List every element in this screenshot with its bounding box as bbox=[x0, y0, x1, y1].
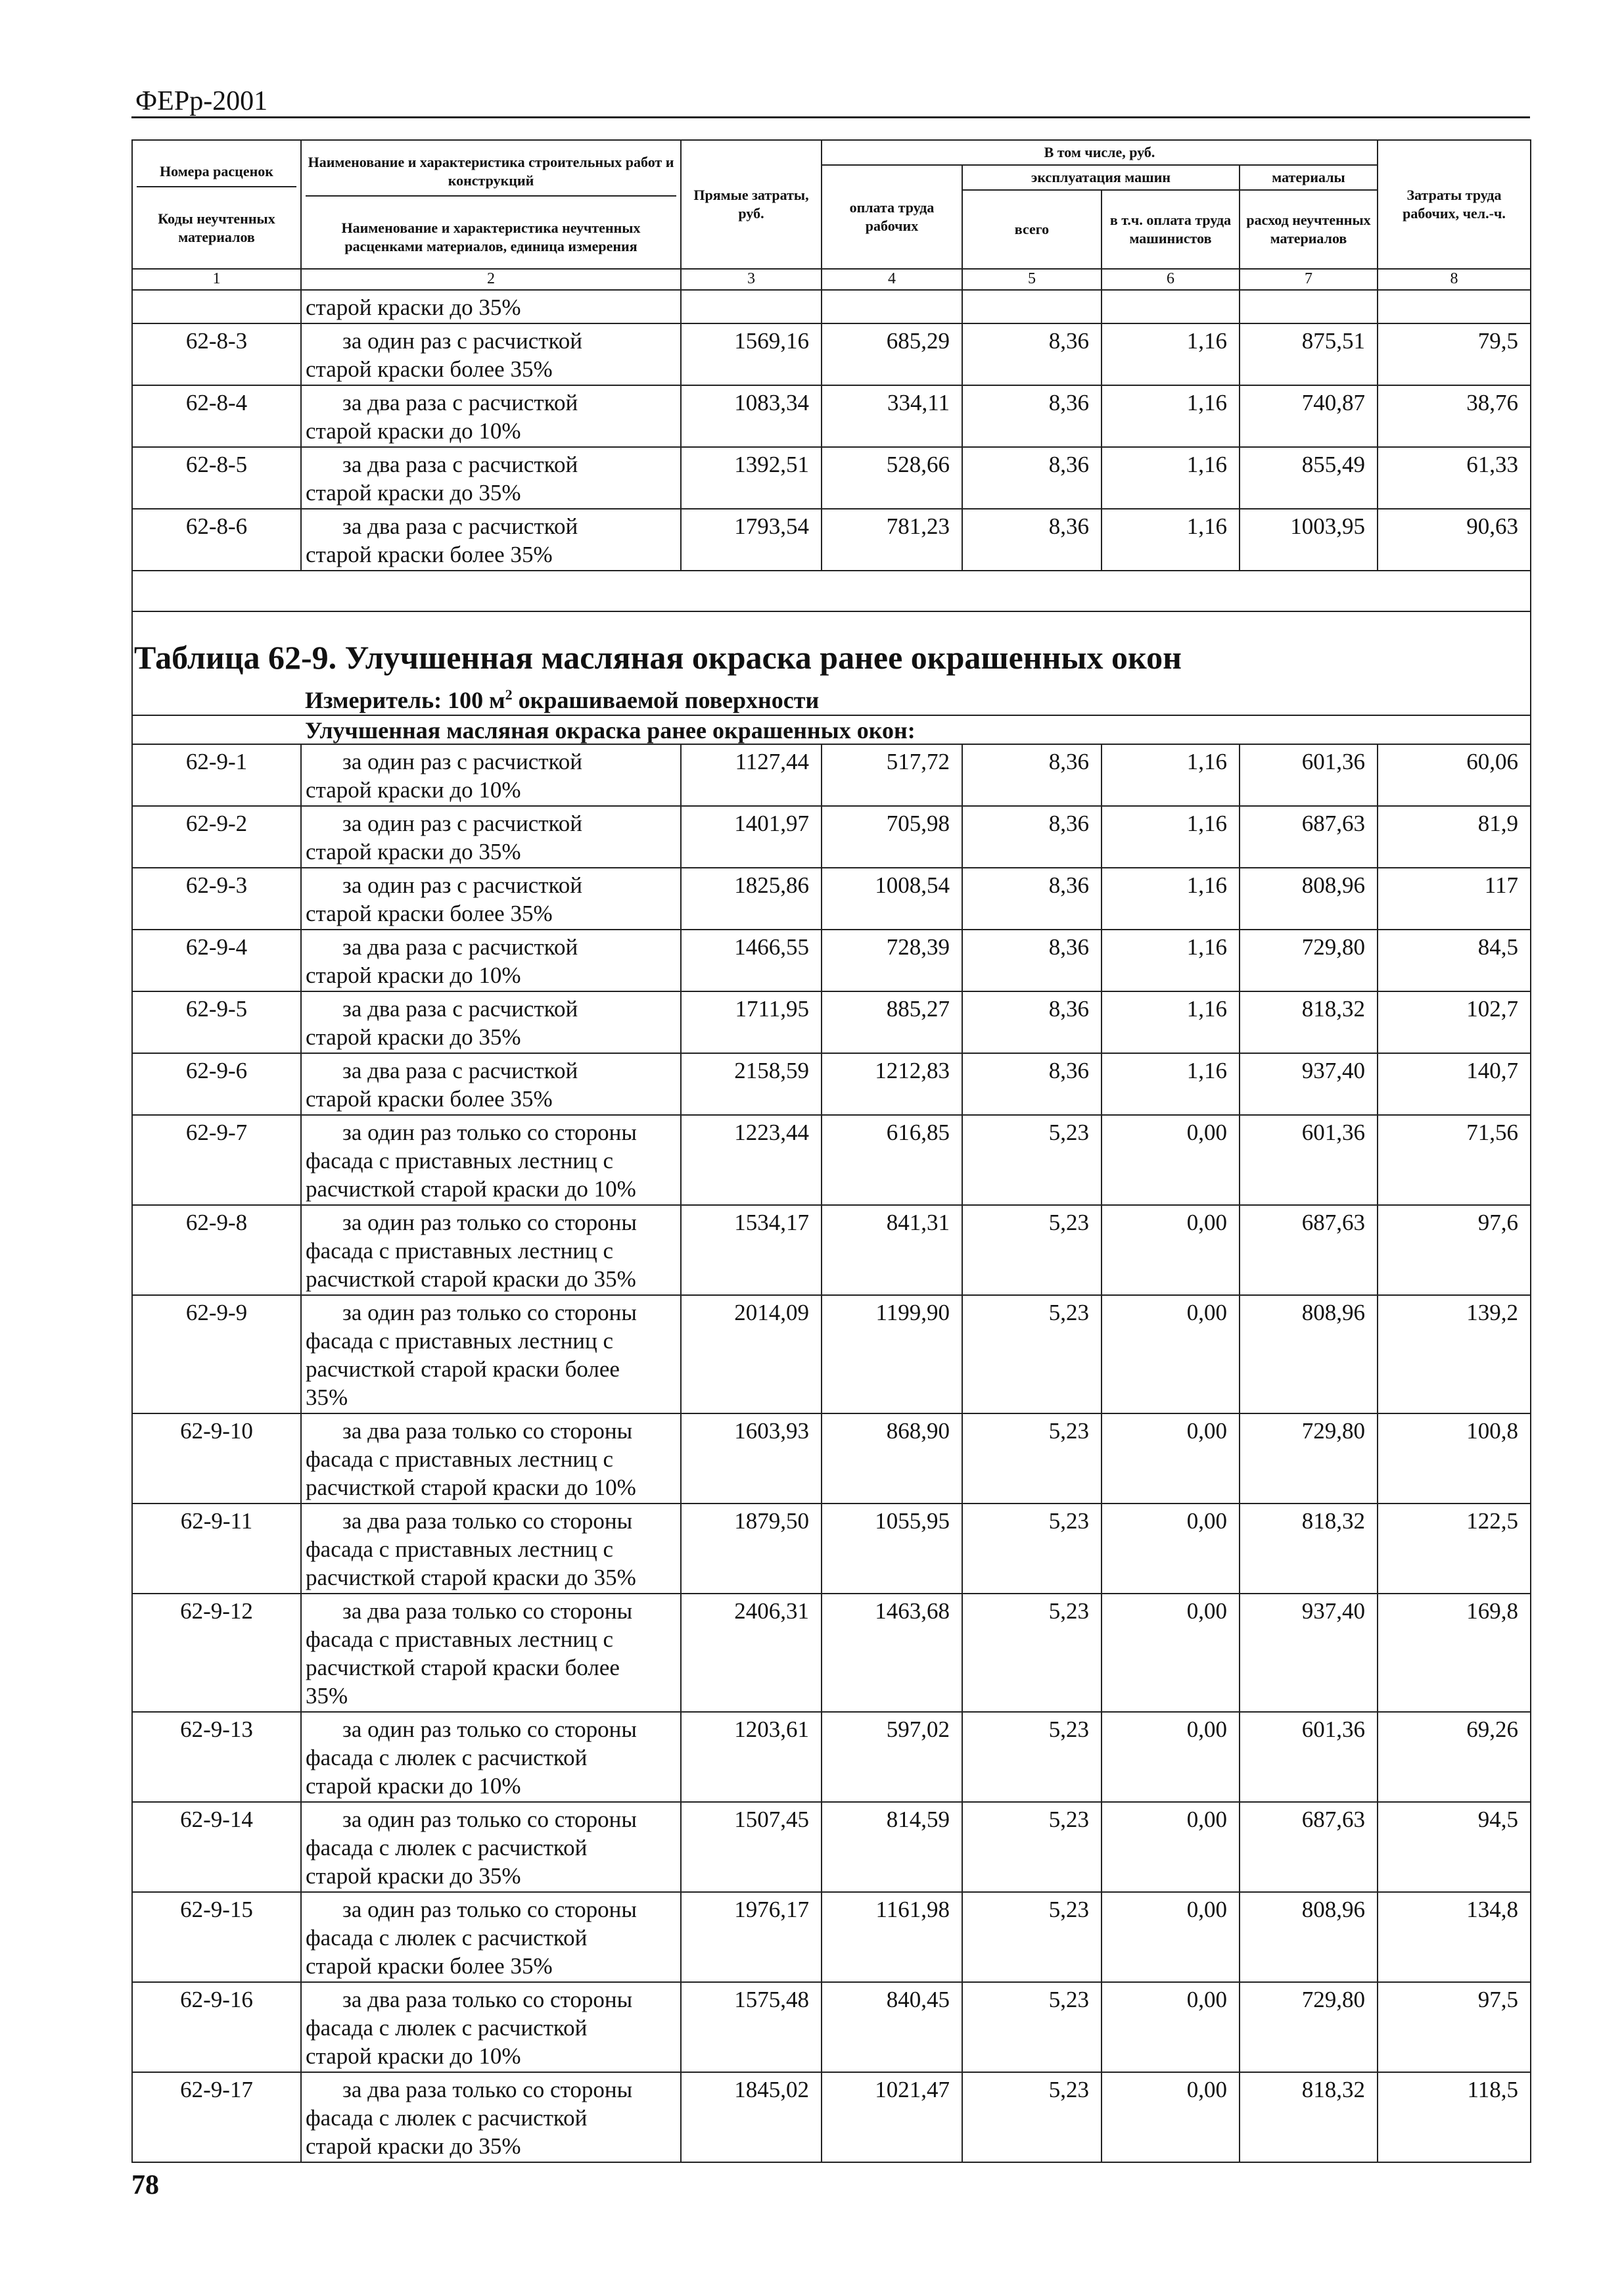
direct-cost: 1879,50 bbox=[681, 1504, 822, 1594]
materials-cost: 687,63 bbox=[1240, 1205, 1378, 1295]
labor-cost: 1161,98 bbox=[822, 1892, 962, 1982]
machine-labor-cost: 0,00 bbox=[1102, 1892, 1240, 1982]
table-row bbox=[132, 1982, 1531, 2072]
rate-code: 62-9-2 bbox=[132, 806, 301, 868]
labor-cost: 1055,95 bbox=[822, 1504, 962, 1594]
measure-row bbox=[132, 678, 1531, 715]
table-row bbox=[132, 447, 1531, 509]
work-description-line: старой краски более 35% bbox=[306, 1086, 553, 1112]
work-description-line: расчисткой старой краски до 10% bbox=[306, 1176, 636, 1202]
work-description-line: за два раза только со стороны bbox=[342, 2077, 633, 2102]
column-header-group: В том числе, руб. bbox=[822, 140, 1378, 165]
work-description-line: фасада с приставных лестниц с bbox=[306, 1536, 614, 1562]
labor-hours: 97,5 bbox=[1378, 1982, 1531, 2072]
materials-cost: 855,49 bbox=[1240, 447, 1378, 509]
labor-cost: 841,31 bbox=[822, 1205, 962, 1295]
work-description bbox=[301, 509, 681, 571]
rate-code: 62-9-11 bbox=[132, 1504, 301, 1594]
labor-hours: 84,5 bbox=[1378, 930, 1531, 991]
work-description bbox=[301, 1594, 681, 1712]
labor-hours: 117 bbox=[1378, 868, 1531, 930]
work-description-line: фасада с люлек с расчисткой bbox=[306, 1835, 588, 1860]
labor-hours: 60,06 bbox=[1378, 744, 1531, 806]
measure-unit bbox=[132, 678, 1531, 715]
machine-cost-total: 8,36 bbox=[962, 447, 1102, 509]
labor-cost: 885,27 bbox=[822, 991, 962, 1053]
direct-cost: 1083,34 bbox=[681, 385, 822, 447]
labor-cost: 1199,90 bbox=[822, 1295, 962, 1413]
labor-cost: 685,29 bbox=[822, 323, 962, 385]
direct-cost: 1466,55 bbox=[681, 930, 822, 991]
labor-cost: 705,98 bbox=[822, 806, 962, 868]
work-description-line: за один раз с расчисткой bbox=[342, 872, 583, 898]
rate-code: 62-9-4 bbox=[132, 930, 301, 991]
direct-cost: 2158,59 bbox=[681, 1053, 822, 1115]
column-header-code bbox=[132, 140, 301, 269]
direct-cost: 1569,16 bbox=[681, 323, 822, 385]
machine-labor-cost: 0,00 bbox=[1102, 1295, 1240, 1413]
work-description-line: 35% bbox=[306, 1385, 348, 1410]
rate-code: 62-9-15 bbox=[132, 1892, 301, 1982]
labor-hours: 169,8 bbox=[1378, 1594, 1531, 1712]
table-row bbox=[132, 806, 1531, 868]
work-description-line: расчисткой старой краски до 35% bbox=[306, 1266, 636, 1292]
work-description-line: старой краски до 35% bbox=[306, 1863, 521, 1889]
work-description-line: старой краски до 35% bbox=[306, 2133, 521, 2159]
work-description bbox=[301, 447, 681, 509]
labor-cost: 1212,83 bbox=[822, 1053, 962, 1115]
materials-cost: 818,32 bbox=[1240, 2072, 1378, 2162]
labor-cost: 868,90 bbox=[822, 1413, 962, 1504]
table-row bbox=[132, 385, 1531, 447]
work-description-line: за два раза только со стороны bbox=[342, 1598, 633, 1624]
machine-cost-total: 5,23 bbox=[962, 1712, 1102, 1802]
work-description-line: за два раза с расчисткой bbox=[342, 513, 578, 539]
column-number: 3 bbox=[681, 269, 822, 290]
materials-cost: 687,63 bbox=[1240, 1802, 1378, 1892]
direct-cost: 1845,02 bbox=[681, 2072, 822, 2162]
spacer-row bbox=[132, 571, 1531, 611]
materials-cost: 1003,95 bbox=[1240, 509, 1378, 571]
labor-hours: 97,6 bbox=[1378, 1205, 1531, 1295]
materials-cost: 601,36 bbox=[1240, 1115, 1378, 1205]
page-number: 78 bbox=[131, 2170, 159, 2200]
rate-code: 62-9-9 bbox=[132, 1295, 301, 1413]
rate-code: 62-9-12 bbox=[132, 1594, 301, 1712]
carry-over-row bbox=[132, 290, 1531, 323]
section-heading-row bbox=[132, 715, 1531, 744]
labor-hours: 90,63 bbox=[1378, 509, 1531, 571]
work-description bbox=[301, 744, 681, 806]
work-description-line: за два раза с расчисткой bbox=[342, 934, 578, 960]
measure-suffix: окрашиваемой поверхности bbox=[512, 687, 820, 713]
machine-cost-total: 5,23 bbox=[962, 1594, 1102, 1712]
machine-cost-total: 5,23 bbox=[962, 1504, 1102, 1594]
labor-hours: 79,5 bbox=[1378, 323, 1531, 385]
work-description-line: за один раз только со стороны bbox=[342, 1300, 637, 1325]
work-description bbox=[301, 991, 681, 1053]
page-header: ФЕРр-2001 bbox=[135, 86, 268, 116]
table-row bbox=[132, 1594, 1531, 1712]
materials-cost: 740,87 bbox=[1240, 385, 1378, 447]
column-number: 1 bbox=[132, 269, 301, 290]
table-row bbox=[132, 991, 1531, 1053]
machine-cost-total: 8,36 bbox=[962, 1053, 1102, 1115]
machine-labor-cost: 0,00 bbox=[1102, 1413, 1240, 1504]
work-description-line: за один раз только со стороны bbox=[342, 1120, 637, 1145]
column-number: 7 bbox=[1240, 269, 1378, 290]
table-row bbox=[132, 1892, 1531, 1982]
column-header-code-bottom: Коды неучтенных материалов bbox=[158, 210, 275, 245]
work-description-line: старой краски более 35% bbox=[306, 1953, 553, 1979]
machine-labor-cost: 1,16 bbox=[1102, 868, 1240, 930]
work-description-line: за два раза с расчисткой bbox=[342, 996, 578, 1022]
work-description bbox=[301, 2072, 681, 2162]
column-header-materials: расход неучтенных материалов bbox=[1240, 190, 1378, 269]
machine-cost-total: 5,23 bbox=[962, 1982, 1102, 2072]
table-row bbox=[132, 930, 1531, 991]
materials-cost: 808,96 bbox=[1240, 1892, 1378, 1982]
machine-cost-total: 8,36 bbox=[962, 806, 1102, 868]
labor-cost: 616,85 bbox=[822, 1115, 962, 1205]
work-description-line: фасада с люлек с расчисткой bbox=[306, 2105, 588, 2131]
labor-hours: 118,5 bbox=[1378, 2072, 1531, 2162]
table-row bbox=[132, 744, 1531, 806]
column-header-hours: Затраты труда рабочих, чел.-ч. bbox=[1378, 140, 1531, 269]
labor-cost: 1021,47 bbox=[822, 2072, 962, 2162]
direct-cost: 1603,93 bbox=[681, 1413, 822, 1504]
materials-cost: 687,63 bbox=[1240, 806, 1378, 868]
labor-hours: 71,56 bbox=[1378, 1115, 1531, 1205]
rate-code: 62-9-1 bbox=[132, 744, 301, 806]
work-description bbox=[301, 1295, 681, 1413]
work-description-line: фасада с приставных лестниц с bbox=[306, 1626, 614, 1652]
column-header-labor: оплата труда рабочих bbox=[822, 165, 962, 269]
table-row bbox=[132, 868, 1531, 930]
column-number: 4 bbox=[822, 269, 962, 290]
direct-cost: 1711,95 bbox=[681, 991, 822, 1053]
header-row bbox=[132, 140, 1531, 165]
rate-code: 62-8-5 bbox=[132, 447, 301, 509]
table-row bbox=[132, 1053, 1531, 1115]
work-description-line: за один раз только со стороны bbox=[342, 1210, 637, 1235]
materials-cost: 729,80 bbox=[1240, 1982, 1378, 2072]
table-row bbox=[132, 1413, 1531, 1504]
work-description-line: фасада с приставных лестниц с bbox=[306, 1446, 614, 1472]
work-description-line: старой краски до 35% bbox=[306, 1024, 521, 1050]
table-row bbox=[132, 323, 1531, 385]
machine-cost-total: 8,36 bbox=[962, 509, 1102, 571]
work-description bbox=[301, 385, 681, 447]
machine-cost-total: 5,23 bbox=[962, 1413, 1102, 1504]
column-header-mach-total: всего bbox=[962, 190, 1102, 269]
work-description-line: старой краски до 10% bbox=[306, 962, 521, 988]
rate-code: 62-8-3 bbox=[132, 323, 301, 385]
work-description bbox=[301, 930, 681, 991]
labor-cost: 728,39 bbox=[822, 930, 962, 991]
header-rule bbox=[131, 116, 1530, 118]
table-row bbox=[132, 1205, 1531, 1295]
direct-cost: 1223,44 bbox=[681, 1115, 822, 1205]
work-description-line: старой краски до 10% bbox=[306, 777, 521, 803]
work-description bbox=[301, 1892, 681, 1982]
labor-cost: 1463,68 bbox=[822, 1594, 962, 1712]
table-body bbox=[132, 140, 1531, 2162]
direct-cost: 1976,17 bbox=[681, 1892, 822, 1982]
rate-code: 62-9-5 bbox=[132, 991, 301, 1053]
work-description-line: за два раза только со стороны bbox=[342, 1418, 633, 1444]
machine-labor-cost: 1,16 bbox=[1102, 744, 1240, 806]
direct-cost: 1825,86 bbox=[681, 868, 822, 930]
work-description bbox=[301, 868, 681, 930]
machine-cost-total: 5,23 bbox=[962, 1115, 1102, 1205]
labor-cost: 840,45 bbox=[822, 1982, 962, 2072]
machine-labor-cost: 0,00 bbox=[1102, 2072, 1240, 2162]
work-description-line: за два раза с расчисткой bbox=[342, 452, 578, 477]
rate-code: 62-9-8 bbox=[132, 1205, 301, 1295]
machine-cost-total: 8,36 bbox=[962, 991, 1102, 1053]
materials-cost: 808,96 bbox=[1240, 1295, 1378, 1413]
direct-cost: 2014,09 bbox=[681, 1295, 822, 1413]
column-header-materials-group: материалы bbox=[1240, 165, 1378, 190]
machine-labor-cost: 0,00 bbox=[1102, 1115, 1240, 1205]
machine-cost-total: 8,36 bbox=[962, 323, 1102, 385]
machine-cost-total: 8,36 bbox=[962, 930, 1102, 991]
machine-cost-total: 8,36 bbox=[962, 385, 1102, 447]
work-description-line: расчисткой старой краски до 10% bbox=[306, 1475, 636, 1500]
work-description-line: расчисткой старой краски до 35% bbox=[306, 1565, 636, 1590]
labor-cost: 334,11 bbox=[822, 385, 962, 447]
work-description-line: фасада с люлек с расчисткой bbox=[306, 1745, 588, 1770]
machine-cost-total: 5,23 bbox=[962, 1892, 1102, 1982]
machine-cost-total: 5,23 bbox=[962, 2072, 1102, 2162]
rate-code: 62-9-16 bbox=[132, 1982, 301, 2072]
work-description bbox=[301, 1712, 681, 1802]
work-description-line: старой краски более 35% bbox=[306, 542, 553, 567]
work-description-line: за два раза с расчисткой bbox=[342, 1058, 578, 1083]
table-row bbox=[132, 1802, 1531, 1892]
machine-labor-cost: 1,16 bbox=[1102, 930, 1240, 991]
machine-cost-total: 8,36 bbox=[962, 868, 1102, 930]
machine-labor-cost: 1,16 bbox=[1102, 1053, 1240, 1115]
section-heading: Улучшенная масляная окраска ранее окрашенных окон: bbox=[132, 715, 1531, 744]
column-header-name-bottom: Наименование и характеристика неучтенных расценками материалов, единица измерения bbox=[341, 220, 641, 254]
machine-labor-cost: 0,00 bbox=[1102, 1712, 1240, 1802]
carry-over-text: старой краски до 35% bbox=[301, 290, 681, 323]
rate-code: 62-9-14 bbox=[132, 1802, 301, 1892]
column-number: 8 bbox=[1378, 269, 1531, 290]
table-row bbox=[132, 1295, 1531, 1413]
column-header-name-top: Наименование и характеристика строительных работ и конструкций bbox=[306, 153, 676, 197]
labor-hours: 69,26 bbox=[1378, 1712, 1531, 1802]
rate-code: 62-9-17 bbox=[132, 2072, 301, 2162]
work-description-line: за один раз только со стороны bbox=[342, 1897, 637, 1922]
labor-cost: 517,72 bbox=[822, 744, 962, 806]
labor-cost: 781,23 bbox=[822, 509, 962, 571]
direct-cost: 1203,61 bbox=[681, 1712, 822, 1802]
work-description-line: расчисткой старой краски более bbox=[306, 1655, 620, 1680]
table-row bbox=[132, 1712, 1531, 1802]
machine-labor-cost: 1,16 bbox=[1102, 509, 1240, 571]
labor-hours: 100,8 bbox=[1378, 1413, 1531, 1504]
rate-code: 62-9-6 bbox=[132, 1053, 301, 1115]
labor-hours: 61,33 bbox=[1378, 447, 1531, 509]
work-description bbox=[301, 1982, 681, 2072]
materials-cost: 875,51 bbox=[1240, 323, 1378, 385]
work-description-line: расчисткой старой краски более bbox=[306, 1356, 620, 1382]
work-description-line: фасада с приставных лестниц с bbox=[306, 1148, 614, 1173]
machine-labor-cost: 1,16 bbox=[1102, 323, 1240, 385]
machine-labor-cost: 1,16 bbox=[1102, 385, 1240, 447]
materials-cost: 818,32 bbox=[1240, 1504, 1378, 1594]
labor-hours: 140,7 bbox=[1378, 1053, 1531, 1115]
work-description-line: фасада с люлек с расчисткой bbox=[306, 2015, 588, 2041]
machine-labor-cost: 0,00 bbox=[1102, 1504, 1240, 1594]
direct-cost: 1401,97 bbox=[681, 806, 822, 868]
work-description bbox=[301, 1115, 681, 1205]
table-row bbox=[132, 1504, 1531, 1594]
table-title-row bbox=[132, 611, 1531, 678]
labor-hours: 102,7 bbox=[1378, 991, 1531, 1053]
work-description-line: 35% bbox=[306, 1683, 348, 1709]
materials-cost: 729,80 bbox=[1240, 930, 1378, 991]
table-row bbox=[132, 2072, 1531, 2162]
rates-table bbox=[131, 139, 1531, 2163]
materials-cost: 601,36 bbox=[1240, 744, 1378, 806]
work-description-line: за два раза только со стороны bbox=[342, 1987, 633, 2012]
work-description-line: за один раз с расчисткой bbox=[342, 749, 583, 774]
materials-cost: 729,80 bbox=[1240, 1413, 1378, 1504]
work-description bbox=[301, 1413, 681, 1504]
materials-cost: 937,40 bbox=[1240, 1594, 1378, 1712]
work-description-line: за один раз только со стороны bbox=[342, 1717, 637, 1742]
work-description-line: старой краски до 10% bbox=[306, 1773, 521, 1799]
work-description-line: старой краски до 35% bbox=[306, 480, 521, 506]
rate-code: 62-8-4 bbox=[132, 385, 301, 447]
work-description bbox=[301, 1504, 681, 1594]
measure-sup: 2 bbox=[505, 686, 513, 703]
column-number: 2 bbox=[301, 269, 681, 290]
labor-cost: 597,02 bbox=[822, 1712, 962, 1802]
labor-cost: 814,59 bbox=[822, 1802, 962, 1892]
labor-hours: 38,76 bbox=[1378, 385, 1531, 447]
machine-cost-total: 5,23 bbox=[962, 1205, 1102, 1295]
work-description-line: фасада с приставных лестниц с bbox=[306, 1238, 614, 1264]
work-description-line: за один раз только со стороны bbox=[342, 1807, 637, 1832]
rate-code: 62-9-10 bbox=[132, 1413, 301, 1504]
column-header-name bbox=[301, 140, 681, 269]
work-description bbox=[301, 1802, 681, 1892]
measure-prefix: Измеритель: 100 м bbox=[305, 687, 505, 713]
work-description-line: старой краски более 35% bbox=[306, 901, 553, 926]
column-header-machines: эксплуатация машин bbox=[962, 165, 1240, 190]
work-description bbox=[301, 1053, 681, 1115]
machine-cost-total: 5,23 bbox=[962, 1295, 1102, 1413]
materials-cost: 937,40 bbox=[1240, 1053, 1378, 1115]
column-header-mach-labor: в т.ч. оплата труда машинистов bbox=[1102, 190, 1240, 269]
column-number: 5 bbox=[962, 269, 1102, 290]
labor-hours: 134,8 bbox=[1378, 1892, 1531, 1982]
labor-cost: 1008,54 bbox=[822, 868, 962, 930]
machine-labor-cost: 1,16 bbox=[1102, 806, 1240, 868]
work-description-line: фасада с приставных лестниц с bbox=[306, 1328, 614, 1354]
rate-code: 62-9-13 bbox=[132, 1712, 301, 1802]
direct-cost: 1127,44 bbox=[681, 744, 822, 806]
labor-hours: 81,9 bbox=[1378, 806, 1531, 868]
machine-cost-total: 5,23 bbox=[962, 1802, 1102, 1892]
labor-hours: 122,5 bbox=[1378, 1504, 1531, 1594]
direct-cost: 1575,48 bbox=[681, 1982, 822, 2072]
machine-labor-cost: 1,16 bbox=[1102, 447, 1240, 509]
machine-labor-cost: 0,00 bbox=[1102, 1594, 1240, 1712]
rate-code: 62-8-6 bbox=[132, 509, 301, 571]
rate-code: 62-9-7 bbox=[132, 1115, 301, 1205]
labor-hours: 139,2 bbox=[1378, 1295, 1531, 1413]
column-number-row bbox=[132, 269, 1531, 290]
column-header-code-top: Номера расценок bbox=[137, 162, 296, 187]
direct-cost: 2406,31 bbox=[681, 1594, 822, 1712]
work-description-line: старой краски до 10% bbox=[306, 2043, 521, 2069]
column-number: 6 bbox=[1102, 269, 1240, 290]
table-row bbox=[132, 509, 1531, 571]
table-title: Таблица 62-9. Улучшенная масляная окраска ранее окрашенных окон bbox=[132, 611, 1531, 678]
work-description-line: старой краски до 10% bbox=[306, 418, 521, 444]
direct-cost: 1507,45 bbox=[681, 1802, 822, 1892]
machine-labor-cost: 0,00 bbox=[1102, 1982, 1240, 2072]
work-description-line: за два раза с расчисткой bbox=[342, 390, 578, 415]
work-description bbox=[301, 806, 681, 868]
column-header-direct: Прямые затраты, руб. bbox=[681, 140, 822, 269]
table-row bbox=[132, 1115, 1531, 1205]
work-description-line: старой краски более 35% bbox=[306, 356, 553, 382]
work-description-line: за два раза только со стороны bbox=[342, 1508, 633, 1534]
machine-labor-cost: 0,00 bbox=[1102, 1802, 1240, 1892]
labor-hours: 94,5 bbox=[1378, 1802, 1531, 1892]
direct-cost: 1534,17 bbox=[681, 1205, 822, 1295]
machine-labor-cost: 1,16 bbox=[1102, 991, 1240, 1053]
rate-code: 62-9-3 bbox=[132, 868, 301, 930]
work-description bbox=[301, 323, 681, 385]
work-description bbox=[301, 1205, 681, 1295]
work-description-line: за один раз с расчисткой bbox=[342, 811, 583, 836]
materials-cost: 808,96 bbox=[1240, 868, 1378, 930]
direct-cost: 1793,54 bbox=[681, 509, 822, 571]
direct-cost: 1392,51 bbox=[681, 447, 822, 509]
work-description-line: старой краски до 35% bbox=[306, 839, 521, 865]
machine-cost-total: 8,36 bbox=[962, 744, 1102, 806]
machine-labor-cost: 0,00 bbox=[1102, 1205, 1240, 1295]
labor-cost: 528,66 bbox=[822, 447, 962, 509]
materials-cost: 818,32 bbox=[1240, 991, 1378, 1053]
work-description-line: за один раз с расчисткой bbox=[342, 328, 583, 354]
materials-cost: 601,36 bbox=[1240, 1712, 1378, 1802]
work-description-line: фасада с люлек с расчисткой bbox=[306, 1925, 588, 1951]
